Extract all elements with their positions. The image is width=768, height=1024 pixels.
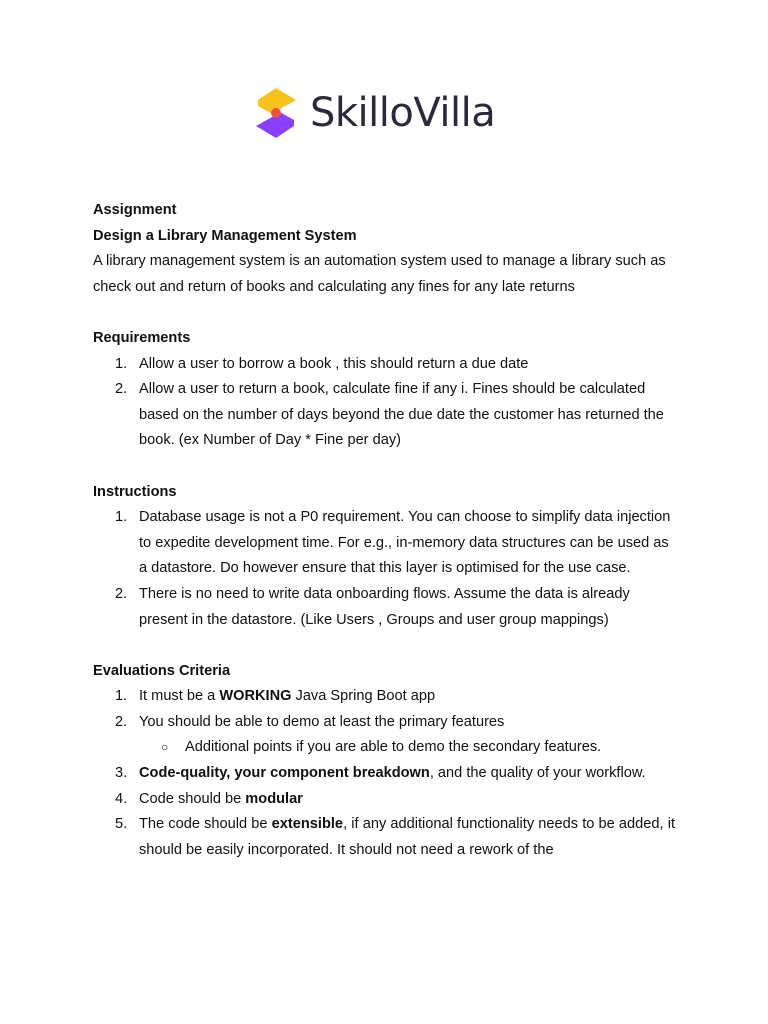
brand-name: SkilloVilla xyxy=(310,90,496,136)
evaluation-list xyxy=(93,684,675,863)
list-item: 1. It must be a WORKING Java Spring Boot app xyxy=(115,688,436,705)
list-item: 2. There is no need to write data onboarding flows. Assume the data is already present in the datastore. (Like Users , Groups and user group mappings) xyxy=(115,585,630,628)
brand-logo xyxy=(252,86,495,140)
instructions-list xyxy=(93,505,675,633)
requirements-list xyxy=(93,352,675,454)
list-item: 3. Code-quality, your component breakdown, and the quality of your workflow. xyxy=(115,765,646,782)
assignment-document xyxy=(93,198,675,863)
list-item: 5. The code should be extensible, if any additional functionality needs to be added, it should be easily incorporated. It should not need a rework of the xyxy=(115,816,675,858)
list-item: 1. Database usage is not a P0 requirement. You can choose to simplify data injection to expedite development time. For e.g., in-memory data structures can be used as a datastore. Do however ensure that this layer is optimised for the use case. xyxy=(115,509,671,577)
sub-list-item: ○ Additional points if you are able to demo the secondary features. xyxy=(93,735,675,761)
doc-title: Design a Library Management System xyxy=(93,227,357,244)
list-item: 2. Allow a user to return a book, calculate fine if any i. Fines should be calculated based on the number of days beyond the due date the customer has returned the book. (ex Number of Day * Fine per day) xyxy=(115,381,664,449)
requirements-heading: Requirements xyxy=(93,329,191,346)
skillovilla-s-mark-icon xyxy=(252,86,300,140)
doc-intro: A library management system is an automation system used to manage a library such as check out and return of books and calculating any fines for any late returns xyxy=(93,253,666,295)
list-item: 4. Code should be modular xyxy=(115,790,303,807)
bullet-icon: ○ xyxy=(161,740,169,755)
list-item: 1. Allow a user to borrow a book , this should return a due date xyxy=(115,355,529,372)
doc-heading: Assignment xyxy=(93,202,177,218)
evaluation-heading: Evaluations Criteria xyxy=(93,662,231,679)
instructions-heading: Instructions xyxy=(93,483,177,500)
list-item: 2. You should be able to demo at least the primary features xyxy=(115,713,505,730)
